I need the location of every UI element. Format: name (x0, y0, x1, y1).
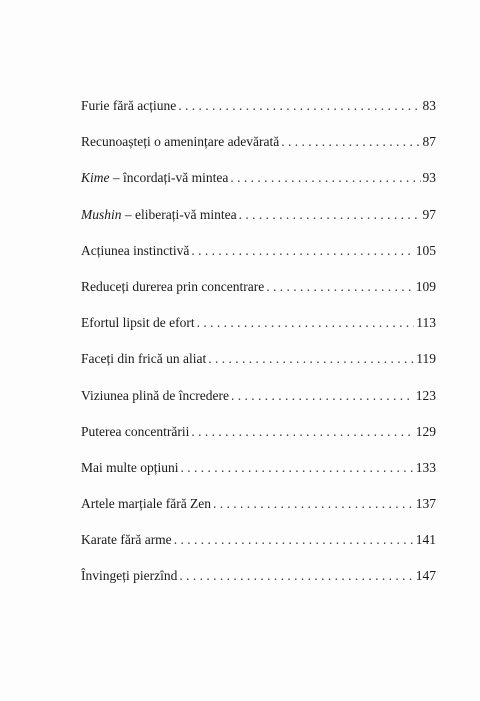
toc-entry-title: Artele marțiale fără Zen (81, 496, 212, 512)
toc-entry-title: Furie fără acțiune (81, 98, 177, 113)
toc-entry-page-number: 137 (415, 496, 436, 512)
toc-entry-title: Mai multe opțiuni (81, 459, 179, 475)
toc-entry-title: Kime – încordați-vă mintea (81, 170, 229, 186)
toc-entry-title: Mushin – eliberați-vă mintea (81, 206, 237, 222)
dot-leader (174, 530, 414, 550)
toc-entry-page-number: 133 (415, 459, 436, 475)
toc-entry (81, 494, 436, 530)
toc-entry (81, 132, 436, 168)
toc-entry-title: Învingeți pierzînd (81, 568, 178, 584)
dot-leader (239, 205, 421, 225)
toc-entry-title: Karate fără arme (81, 532, 172, 548)
toc-entry-page-number: 113 (416, 315, 436, 331)
toc-entry (81, 458, 436, 494)
toc-entry (81, 566, 436, 602)
toc-entry-title: Faceți din frică un aliat (81, 351, 207, 367)
toc-entry-title: Recunoașteți o amenințare adevărată (81, 134, 280, 150)
dot-leader (178, 96, 420, 116)
dot-leader (197, 313, 415, 333)
dot-leader (179, 566, 413, 586)
toc-entry (81, 168, 436, 204)
toc-entry-page-number: 87 (422, 134, 436, 150)
toc-entry (81, 313, 436, 349)
toc-entry (81, 386, 436, 422)
toc-entry-page-number: 109 (415, 278, 436, 294)
toc-entry (81, 205, 436, 241)
toc-entry (81, 422, 436, 458)
dot-leader (213, 494, 414, 514)
dot-leader (230, 168, 420, 188)
dot-leader (231, 386, 414, 406)
dot-leader (191, 241, 413, 261)
dot-leader (181, 458, 414, 478)
dot-leader (208, 349, 414, 369)
dot-leader (281, 132, 420, 152)
toc-entry-title: Acțiunea instinctivă (81, 242, 190, 258)
toc-entry (81, 277, 436, 313)
toc-entry-title: Efortul lipsit de efort (81, 315, 195, 331)
toc-entry (81, 530, 436, 566)
toc-entry-page-number: 141 (415, 532, 436, 548)
toc-entry (81, 96, 436, 132)
dot-leader (191, 422, 413, 442)
toc-entry-title: Viziunea plină de încredere (81, 387, 229, 403)
toc-entry-page-number: 105 (415, 242, 436, 258)
toc-entry-page-number: 147 (415, 568, 436, 584)
toc-entry-page-number: 97 (422, 206, 436, 222)
toc-entry (81, 349, 436, 385)
toc-entry-page-number: 119 (416, 351, 436, 367)
toc-entry-title: Puterea concentrării (81, 423, 190, 439)
dot-leader (266, 277, 413, 297)
toc-entry-page-number: 83 (422, 98, 436, 113)
toc-entry-page-number: 93 (422, 170, 436, 186)
toc-entry-page-number: 123 (415, 387, 436, 403)
toc-entry (81, 241, 436, 277)
toc-entry-title: Reduceți durerea prin concentrare (81, 278, 265, 294)
table-of-contents (81, 96, 436, 603)
toc-entry-page-number: 129 (415, 423, 436, 439)
